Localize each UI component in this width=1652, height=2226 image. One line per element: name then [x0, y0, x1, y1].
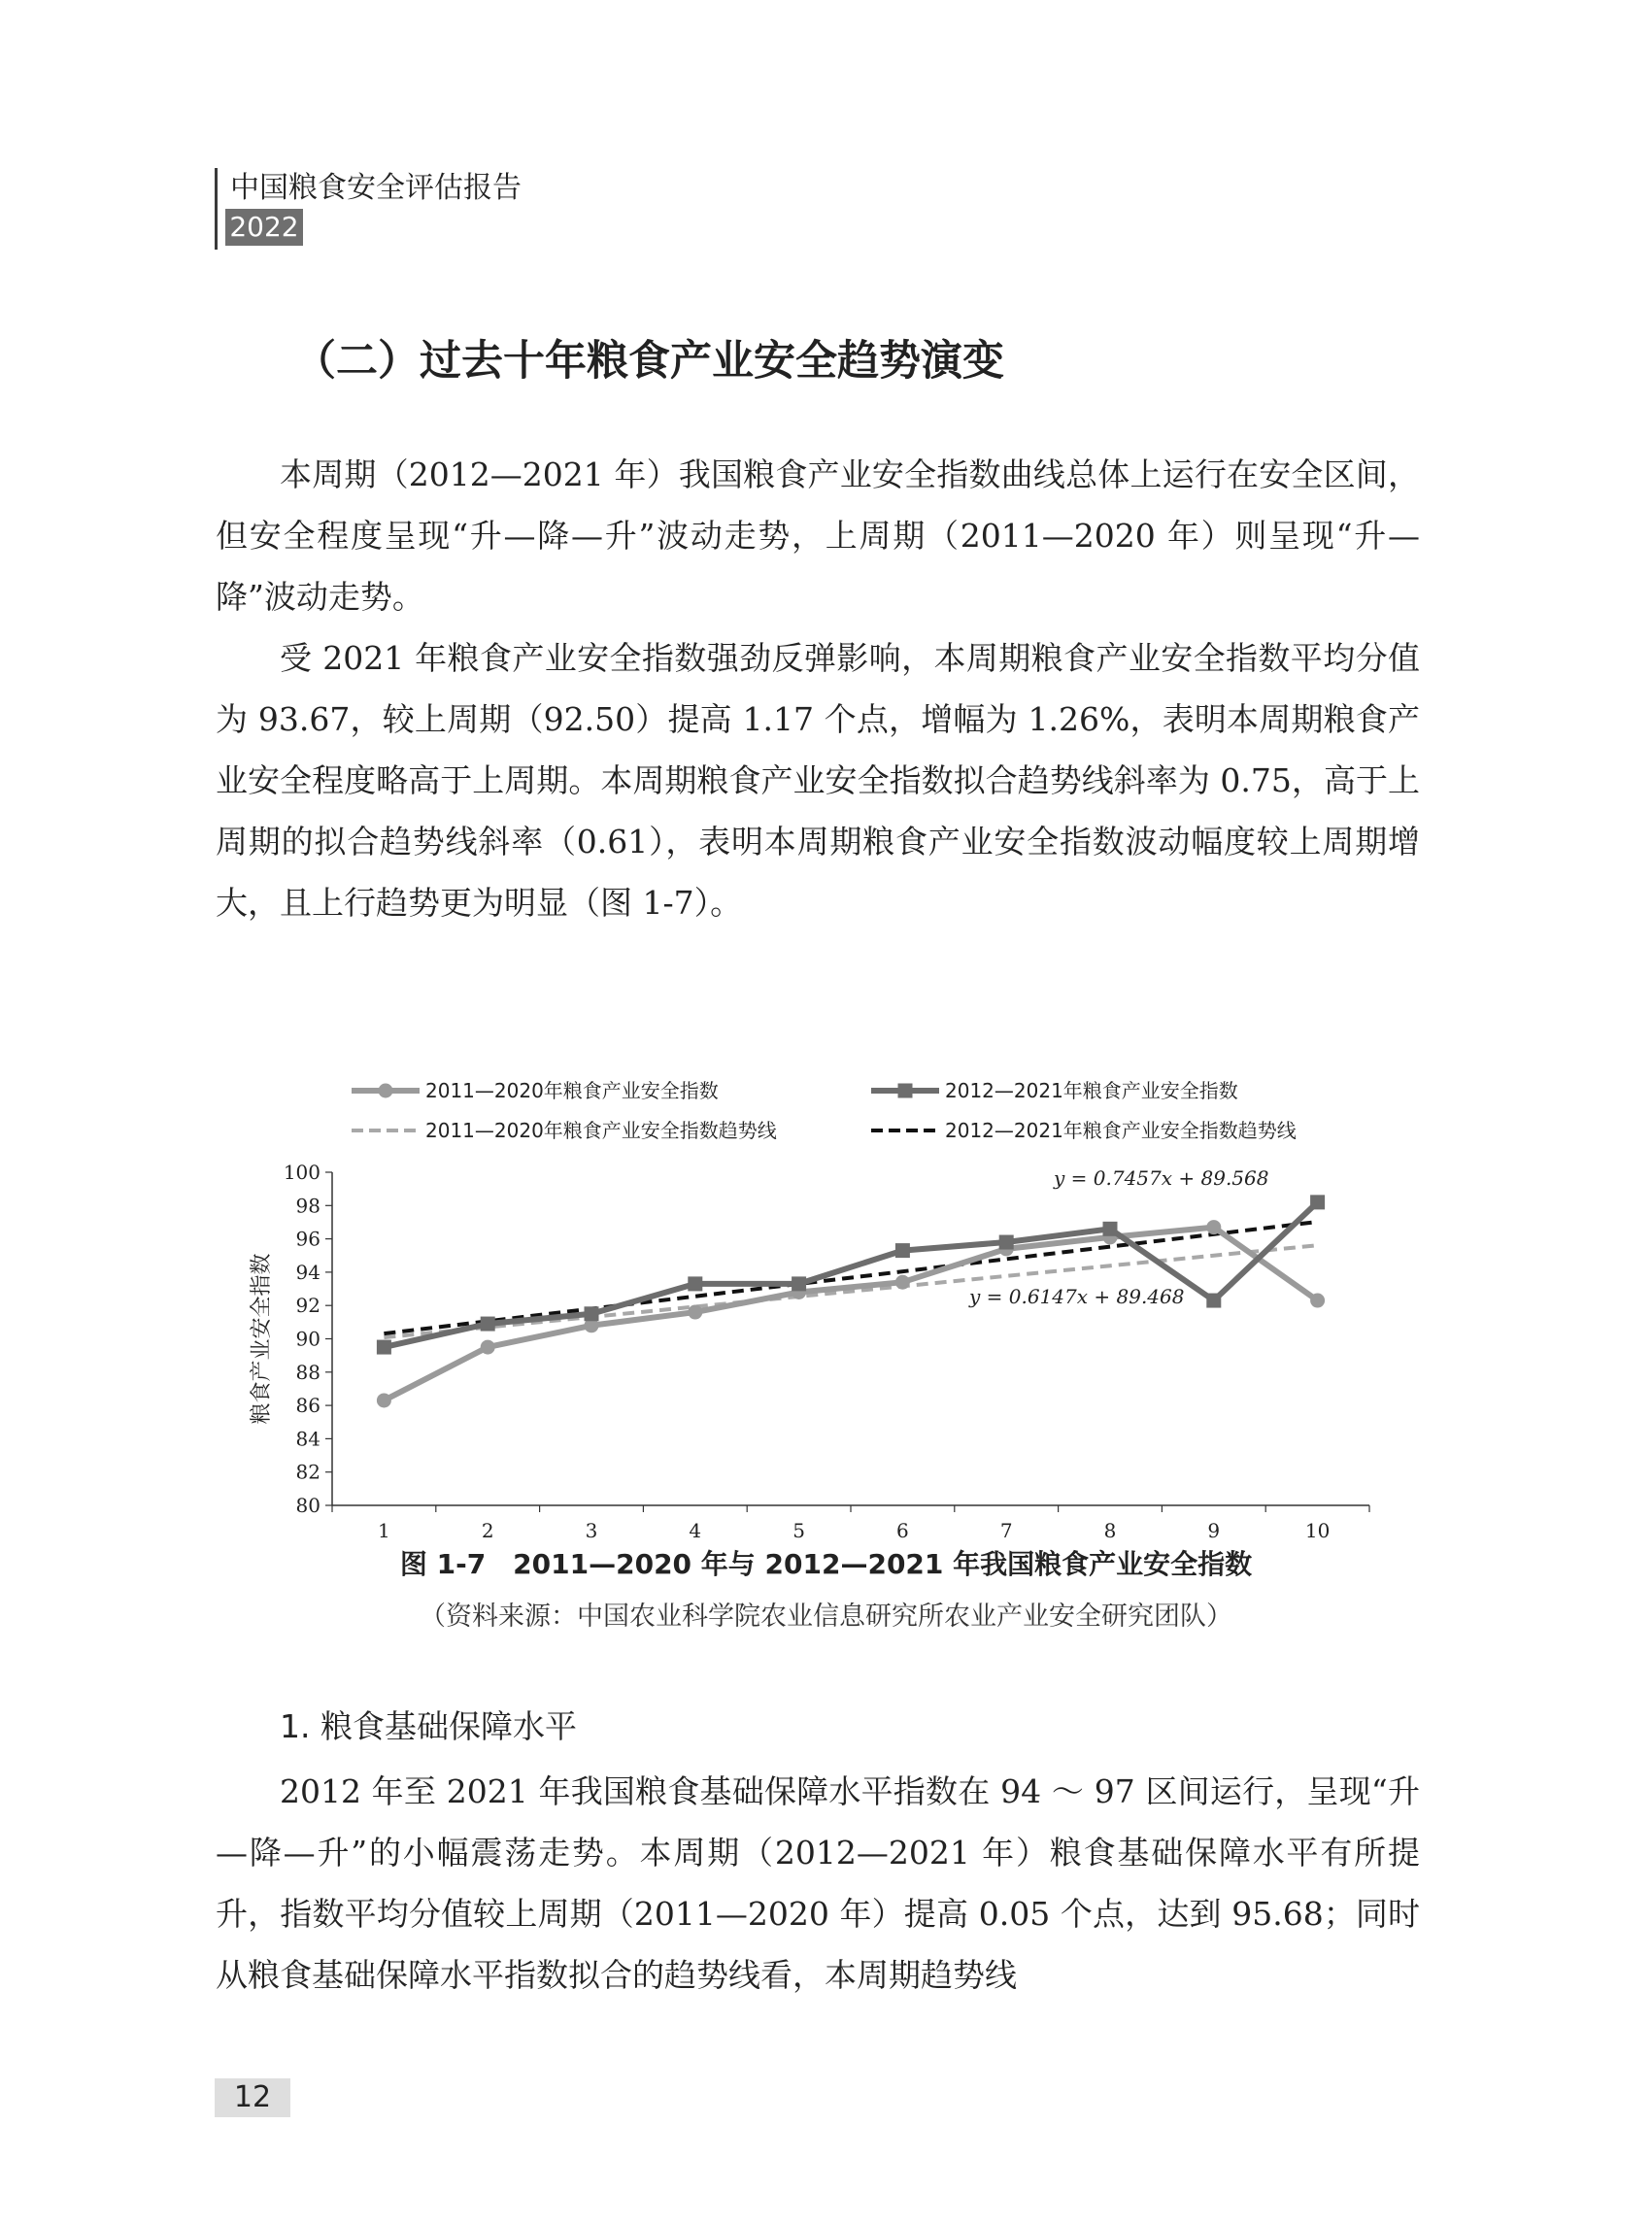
x-tick-label: 9	[1207, 1519, 1221, 1542]
legend-label: 2012—2021年粮食产业安全指数	[945, 1079, 1238, 1102]
x-tick-label: 8	[1103, 1519, 1117, 1542]
x-tick-label: 5	[792, 1519, 805, 1542]
y-tick-label: 90	[295, 1327, 320, 1351]
figure-caption: 图 1-7 2011—2020 年与 2012—2021 年我国粮食产业安全指数	[399, 1548, 1253, 1580]
header-rule	[215, 168, 218, 250]
legend-swatch-marker	[898, 1084, 913, 1098]
x-tick-label: 1	[378, 1519, 390, 1542]
data-point	[895, 1275, 910, 1290]
legend-swatch-marker	[379, 1084, 393, 1098]
x-tick-label: 7	[999, 1519, 1013, 1542]
data-point	[1310, 1294, 1325, 1308]
y-tick-label: 92	[295, 1294, 320, 1318]
data-point	[585, 1306, 599, 1321]
x-tick-label: 10	[1304, 1519, 1331, 1542]
running-header-title: 中国粮食安全评估报告	[230, 171, 522, 205]
y-tick-label: 94	[295, 1260, 320, 1284]
subsection-heading: 1. 粮食基础保障水平	[280, 1707, 577, 1745]
y-tick-label: 96	[295, 1227, 320, 1251]
series-line	[384, 1228, 1317, 1400]
data-point	[377, 1340, 391, 1355]
legend-label: 2012—2021年粮食产业安全指数趋势线	[945, 1119, 1297, 1142]
y-tick-label: 88	[295, 1360, 320, 1384]
legend-label: 2011—2020年粮食产业安全指数趋势线	[425, 1119, 777, 1142]
data-point	[999, 1235, 1014, 1250]
y-tick-label: 82	[295, 1460, 320, 1484]
data-point	[895, 1243, 910, 1258]
data-point	[792, 1276, 806, 1291]
body-paragraph: 受 2021 年粮食产业安全指数强劲反弹影响，本周期粮食产业安全指数平均分值为 93.67，较上周期（92.50）提高 1.17 个点，增幅为 1.26%，表明本周期粮食产业安全程度略高于上周期。本周期粮食产业安全指数拟合趋势线斜率为 0.75，高于上周期的拟合趋势线斜率（0.61），表明本周期粮食产业安全指数波动幅度较上周期增大，且上行趋势更为明显（图 1-7）。	[216, 639, 1420, 922]
trend-equation-2011: y = 0.6147x + 89.468	[969, 1285, 1185, 1308]
running-header-year: 2022	[225, 209, 303, 246]
figure-source: （资料来源：中国农业科学院农业信息研究所农业产业安全研究团队）	[420, 1602, 1232, 1632]
data-point	[1103, 1222, 1118, 1236]
page-number: 12	[215, 2078, 290, 2117]
body-paragraph: 2012 年至 2021 年我国粮食基础保障水平指数在 94 ～ 97 区间运行，呈现“升—降—升”的小幅震荡走势。本周期（2012—2021 年）粮食基础保障水平有所提升，指数平均分值较上周期（2011—2020 年）提高 0.05 个点，达到 95.68；同时从粮食基础保障水平指数拟合的趋势线看，本周期趋势线	[216, 1772, 1420, 1994]
x-tick-label: 4	[689, 1519, 702, 1542]
legend-label: 2011—2020年粮食产业安全指数	[425, 1079, 719, 1102]
chart-canvas	[223, 1059, 1437, 1549]
data-point	[481, 1317, 495, 1332]
y-tick-label: 84	[295, 1427, 320, 1451]
y-tick-label: 100	[283, 1161, 320, 1184]
y-axis-label: 粮食产业安全指数	[250, 1253, 274, 1425]
x-tick-label: 3	[585, 1519, 598, 1542]
data-point	[377, 1393, 391, 1407]
y-tick-label: 98	[295, 1194, 320, 1218]
trend-equation-2012: y = 0.7457x + 89.568	[1054, 1166, 1269, 1190]
body-paragraph: 本周期（2012—2021 年）我国粮食产业安全指数曲线总体上运行在安全区间，但安全程度呈现“升—降—升”波动走势，上周期（2011—2020 年）则呈现“升—降”波动走势。	[216, 455, 1420, 616]
data-point	[1310, 1195, 1325, 1209]
data-point	[688, 1276, 702, 1291]
y-tick-label: 80	[295, 1494, 320, 1517]
section-heading: （二）过去十年粮食产业安全趋势演变	[294, 337, 1004, 386]
line-chart	[223, 1059, 1437, 1549]
x-tick-label: 2	[481, 1519, 494, 1542]
y-tick-label: 86	[295, 1394, 320, 1418]
data-point	[481, 1340, 495, 1355]
x-tick-label: 6	[896, 1519, 909, 1542]
data-point	[688, 1305, 702, 1320]
data-point	[1206, 1220, 1221, 1234]
data-point	[1206, 1294, 1221, 1308]
